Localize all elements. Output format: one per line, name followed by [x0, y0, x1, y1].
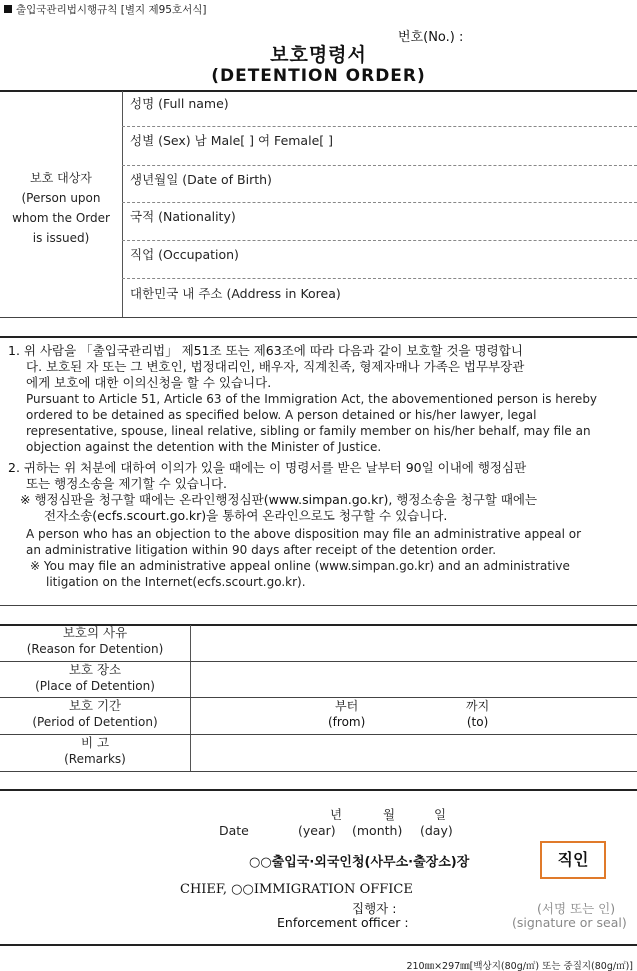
field-sex: 성별 (Sex) 남 Male[ ] 여 Female[ ] [130, 133, 333, 148]
clause2-note-en-line1: ※ You may file an administrative appeal online (www.simpan.go.kr) and an administrative [30, 559, 570, 573]
dashed-divider [122, 165, 637, 166]
label-remarks: 비 고 (Remarks) [64, 735, 126, 766]
divider [0, 771, 637, 772]
divider [0, 789, 637, 791]
square-bullet-icon [4, 5, 12, 13]
date-month-en: (month) [352, 823, 403, 838]
period-to: 까지 (to) [466, 699, 490, 729]
subject-label: 보호 대상자 (Person upon whom the Order is issued) [12, 171, 110, 245]
clause2-en-line2: an administrative litigation within 90 days after receipt of the detention order. [26, 543, 497, 557]
field-address: 대한민국 내 주소 (Address in Korea) [130, 286, 341, 301]
title-english: (DETENTION ORDER) [211, 66, 426, 86]
divider [0, 317, 637, 318]
date-year-ko: 년 [330, 807, 343, 822]
clause1-ko-line2: 다. 보호된 자 또는 그 변호인, 법정대리인, 배우자, 직계친족, 형제자매나 가족은 법무부장관 [26, 359, 525, 374]
officer-label-korean: 집행자 : [352, 901, 397, 916]
date-year-en: (year) [298, 823, 336, 838]
dashed-divider [122, 240, 637, 241]
date-label: Date [219, 823, 249, 838]
dashed-divider [122, 126, 637, 127]
divider [0, 605, 637, 606]
label-reason: 보호의 사유 (Reason for Detention) [26, 625, 164, 656]
clause2-note-ko-line1: ※ 행정심판을 청구할 때에는 온라인행정심판(www.simpan.go.kr), 행정소송을 청구할 때에는 [20, 492, 538, 507]
field-full-name: 성명 (Full name) [130, 96, 229, 111]
label-place: 보호 장소 (Place of Detention) [35, 662, 155, 693]
period-from: 부터 (from) [328, 699, 366, 729]
clause1-en-line3: representative, spouse, lineal relative, sibling or family member on his/her behalf, may file an [26, 424, 591, 438]
date-month-ko: 월 [383, 807, 396, 822]
dashed-divider [122, 278, 637, 279]
office-name-korean: ○○출입국·외국인청(사무소·출장소)장 [249, 855, 470, 870]
column-divider [122, 91, 123, 317]
title-korean: 보호명령서 [270, 44, 367, 66]
paper-spec-footer: 210㎜×297㎜[백상지(80g/㎡) 또는 중질지(80g/㎡)] [406, 961, 633, 971]
document-number-label: 번호(No.) : [398, 30, 464, 45]
clause1-en-line1: Pursuant to Article 51, Article 63 of the Immigration Act, the abovementioned person is hereby [26, 392, 598, 406]
field-occupation: 직업 (Occupation) [130, 247, 239, 262]
date-day-ko: 일 [434, 807, 447, 822]
divider [0, 90, 637, 92]
field-nationality: 국적 (Nationality) [130, 209, 236, 224]
clause1-en-line2: ordered to be detained as specified below. A person detained or his/her lawyer, legal [26, 408, 537, 422]
clause2-ko-line1: 2. 귀하는 위 처분에 대하여 이의가 있을 때에는 이 명령서를 받은 날부터 90일 이내에 행정심판 [8, 460, 527, 475]
office-name-english: CHIEF, ○○IMMIGRATION OFFICE [180, 882, 413, 897]
signature-hint-korean: (서명 또는 인) [537, 901, 616, 916]
clause2-note-en-line2: litigation on the Internet(ecfs.scourt.go.kr). [46, 575, 306, 589]
signature-hint-english: (signature or seal) [512, 915, 627, 930]
label-period: 보호 기간 (Period of Detention) [32, 698, 158, 729]
column-divider [190, 625, 191, 771]
divider [0, 336, 637, 338]
officer-label-english: Enforcement officer : [277, 915, 409, 930]
clause1-en-line4: objection against the detention with the Minister of Justice. [26, 440, 382, 454]
clause2-note-ko-line2: 전자소송(ecfs.scourt.go.kr)을 통하여 온라인으로도 청구할 수 있습니다. [44, 508, 448, 523]
clause2-ko-line2: 또는 행정소송을 제기할 수 있습니다. [26, 476, 227, 491]
divider [0, 944, 637, 946]
field-date-of-birth: 생년월일 (Date of Birth) [130, 172, 272, 187]
dashed-divider [122, 202, 637, 203]
clause2-en-line1: A person who has an objection to the above disposition may file an administrative appeal or [26, 527, 582, 541]
official-seal: 직인 [540, 841, 606, 879]
form-reference: 출입국관리법시행규칙 [별지 제95호서식] [4, 2, 207, 17]
date-day-en: (day) [420, 823, 453, 838]
clause1-ko-line1: 1. 위 사람을 「출입국관리법」 제51조 또는 제63조에 따라 다음과 같이 보호할 것을 명령합니 [8, 343, 523, 358]
clause1-ko-line3: 에게 보호에 대한 이의신청을 할 수 있습니다. [26, 375, 272, 390]
